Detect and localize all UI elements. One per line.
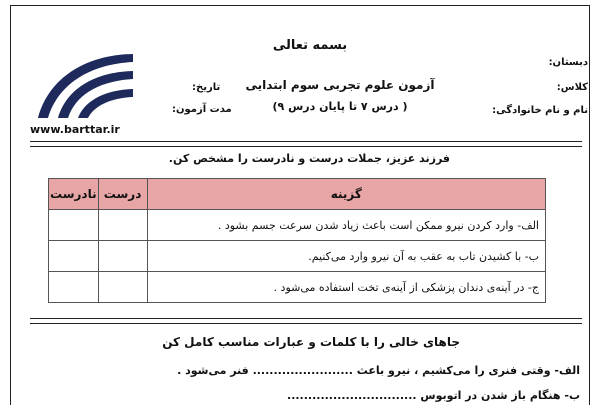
fill-blank-a: الف- وقتی فنری را می‌کشیم ، نیرو باعث ........................ فنر می‌شود .	[177, 364, 580, 377]
true-false-table	[48, 178, 546, 303]
true-cell[interactable]	[98, 272, 147, 303]
true-cell[interactable]	[98, 210, 147, 241]
date-label: تاریخ:	[192, 82, 221, 93]
exam-title: آزمون علوم تجربی سوم ابتدایی	[245, 78, 435, 92]
false-cell[interactable]	[49, 241, 99, 272]
class-label: کلاس:	[556, 82, 588, 93]
section-divider	[30, 318, 582, 324]
header-divider	[30, 141, 582, 147]
duration-label: مدت آزمون:	[172, 104, 232, 115]
column-option: گزینه	[147, 179, 545, 210]
bismillah-heading: بسمه تعالی	[272, 38, 348, 53]
table-row	[49, 241, 546, 272]
name-label: نام و نام خانوادگی:	[492, 105, 588, 116]
website-url: www.barttar.ir	[30, 123, 120, 136]
true-cell[interactable]	[98, 241, 147, 272]
false-cell[interactable]	[49, 272, 99, 303]
section1-instruction: فرزند عزیز، جملات درست و نادرست را مشخص کن.	[168, 152, 450, 165]
statement-c: ج- در آینه‌ی دندان پزشکی از آینه‌ی تخت استفاده می‌شود .	[147, 272, 545, 303]
school-label: دبستان:	[548, 57, 588, 68]
section2-instruction: جاهای خالی را با کلمات و عبارات مناسب کامل کن	[162, 335, 460, 349]
column-true: درست	[98, 179, 147, 210]
table-header-row	[49, 179, 546, 210]
column-false: نادرست	[49, 179, 99, 210]
statement-a: الف- وارد کردن نیرو ممکن است باعث زیاد شدن سرعت جسم بشود .	[147, 210, 545, 241]
barttar-logo-icon	[28, 40, 138, 120]
table-row	[49, 272, 546, 303]
table-row	[49, 210, 546, 241]
false-cell[interactable]	[49, 210, 99, 241]
exam-scope: ( درس ۷ تا پایان درس ۹)	[272, 100, 408, 113]
fill-blank-b: ب- هنگام باز شدن در اتوبوس ...............................	[287, 389, 580, 402]
statement-b: ب- با کشیدن تاب به عقب به آن نیرو وارد می‌کنیم.	[147, 241, 545, 272]
